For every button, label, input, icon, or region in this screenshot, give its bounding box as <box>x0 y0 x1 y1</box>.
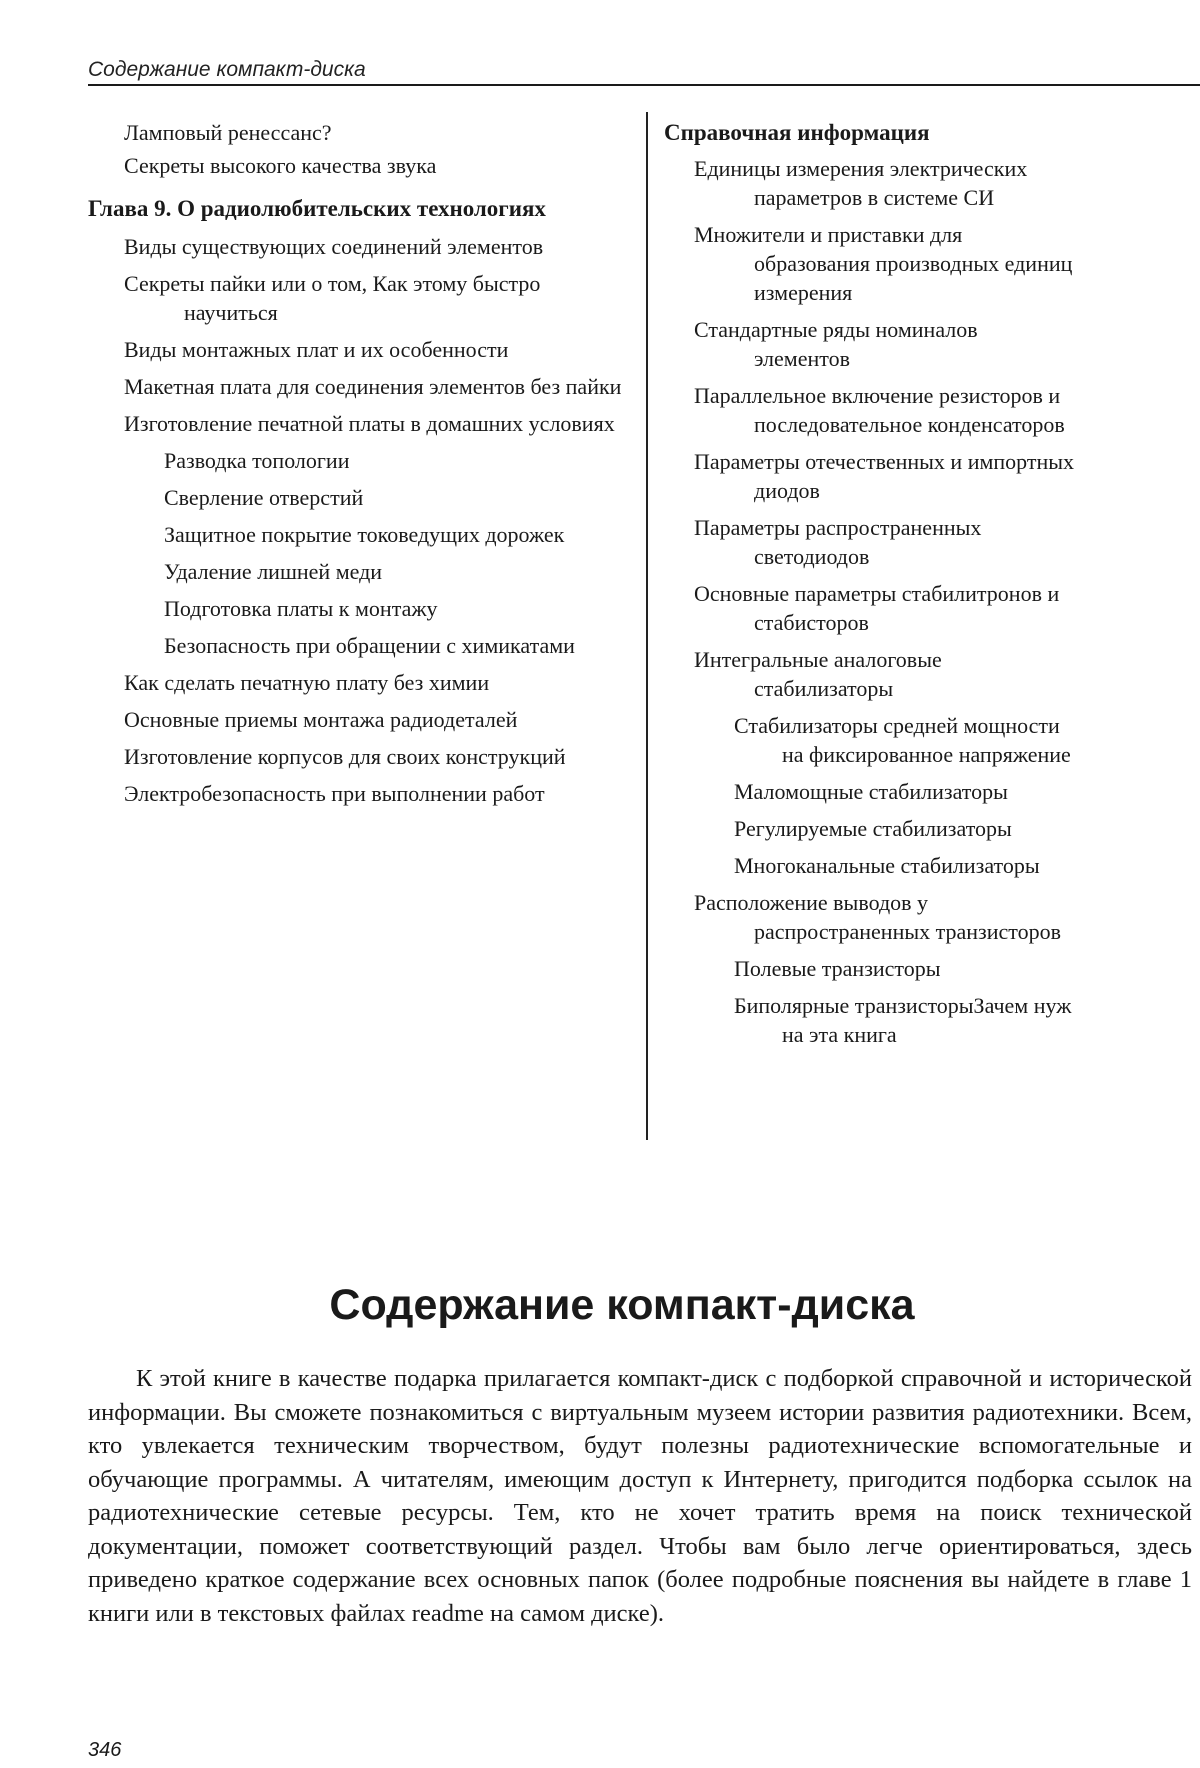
toc-item: Изготовление корпусов для своих конструкций <box>124 744 566 769</box>
toc-item: Виды существующих соединений элементов <box>124 234 544 259</box>
toc-item: Множители и приставки для образования производных единиц измерения <box>694 222 1073 305</box>
section-intro-paragraph: К этой книге в качестве подарка прилагается компакт-диск с подборкой справочной и исторической информации. Вы сможете познакомиться с виртуальным музеем истории развития радиотехники. Всем, кто увлекается техническим творчеством, будут полезны радиотехнические вспомогательные и обучающие программы. А читателям, имеющим доступ к Интернету, пригодится подборка ссылок на радиотехнические сетевые ресурсы. Тем, кто не хочет тратить время на поиск технической документации, поможет соответствующий раздел. Чтобы вам было легче ориентироваться, здесь приведено краткое содержание всех основных папок (более подробные пояснения вы найдете в главе 1 книги или в текстовых файлах readme на самом диске). <box>88 1365 1192 1627</box>
toc-item: Изготовление печатной платы в домашних условиях <box>124 411 615 436</box>
toc-item: Электробезопасность при выполнении работ <box>124 781 545 806</box>
toc-subitem: Защитное покрытие токоведущих дорожек <box>164 522 565 547</box>
toc-subitem: Удаление лишней меди <box>164 559 383 584</box>
toc-item: Виды монтажных плат и их особенности <box>124 337 509 362</box>
toc-item: Параллельное включение резисторов и последовательное конденсаторов <box>694 383 1065 437</box>
toc-subitem: Подготовка платы к монтажу <box>164 596 438 621</box>
toc-item: Секреты пайки или о том, Как этому быстро научиться <box>124 271 541 325</box>
toc-item: Параметры распространенных светодиодов <box>694 515 982 569</box>
toc-subitem: Стабилизаторы средней мощности на фиксированное напряжение <box>734 713 1071 767</box>
toc-subitem: Биполярные транзисторыЗачем нуж на эта книга <box>734 993 1072 1047</box>
toc-subitem: Регулируемые стабилизаторы <box>734 816 1012 841</box>
toc-item: Параметры отечественных и импортных диодов <box>694 449 1075 503</box>
toc-item: Расположение выводов у распространенных транзисторов <box>694 890 1061 944</box>
toc-item: Единицы измерения электрических параметров в системе СИ <box>694 156 1028 210</box>
toc-subitem: Безопасность при обращении с химикатами <box>164 633 575 658</box>
toc-item: Основные приемы монтажа радиодеталей <box>124 707 518 732</box>
toc-item: Макетная плата для соединения элементов без пайки <box>124 374 622 399</box>
toc-item: Основные параметры стабилитронов и стабисторов <box>694 581 1060 635</box>
toc-item: Секреты высокого качества звука <box>124 153 437 178</box>
section-title: Содержание компакт-диска <box>329 1281 915 1329</box>
header-rule <box>88 84 1200 86</box>
toc-subitem: Маломощные стабилизаторы <box>734 779 1008 804</box>
toc-subitem: Полевые транзисторы <box>734 956 941 981</box>
toc-item: Как сделать печатную плату без химии <box>124 670 490 695</box>
toc-subitem: Многоканальные стабилизаторы <box>734 853 1040 878</box>
toc-item: Стандартные ряды номиналов элементов <box>694 317 978 371</box>
toc-item: Ламповый ренессанс? <box>124 120 332 145</box>
toc-subitem: Сверление отверстий <box>164 485 364 510</box>
running-head-title: Содержание компакт-диска <box>88 58 366 81</box>
toc-left-column <box>88 118 628 816</box>
toc-subitem: Разводка топологии <box>164 448 350 473</box>
toc-item: Интегральные аналоговые стабилизаторы <box>694 647 942 701</box>
page-number: 346 <box>88 1739 122 1761</box>
toc-section-heading: Справочная информация <box>664 120 930 145</box>
toc-right-column <box>664 118 1200 1057</box>
toc-chapter-heading: Глава 9. О радиолюбительских технологиях <box>88 196 546 221</box>
column-divider <box>646 112 648 1140</box>
